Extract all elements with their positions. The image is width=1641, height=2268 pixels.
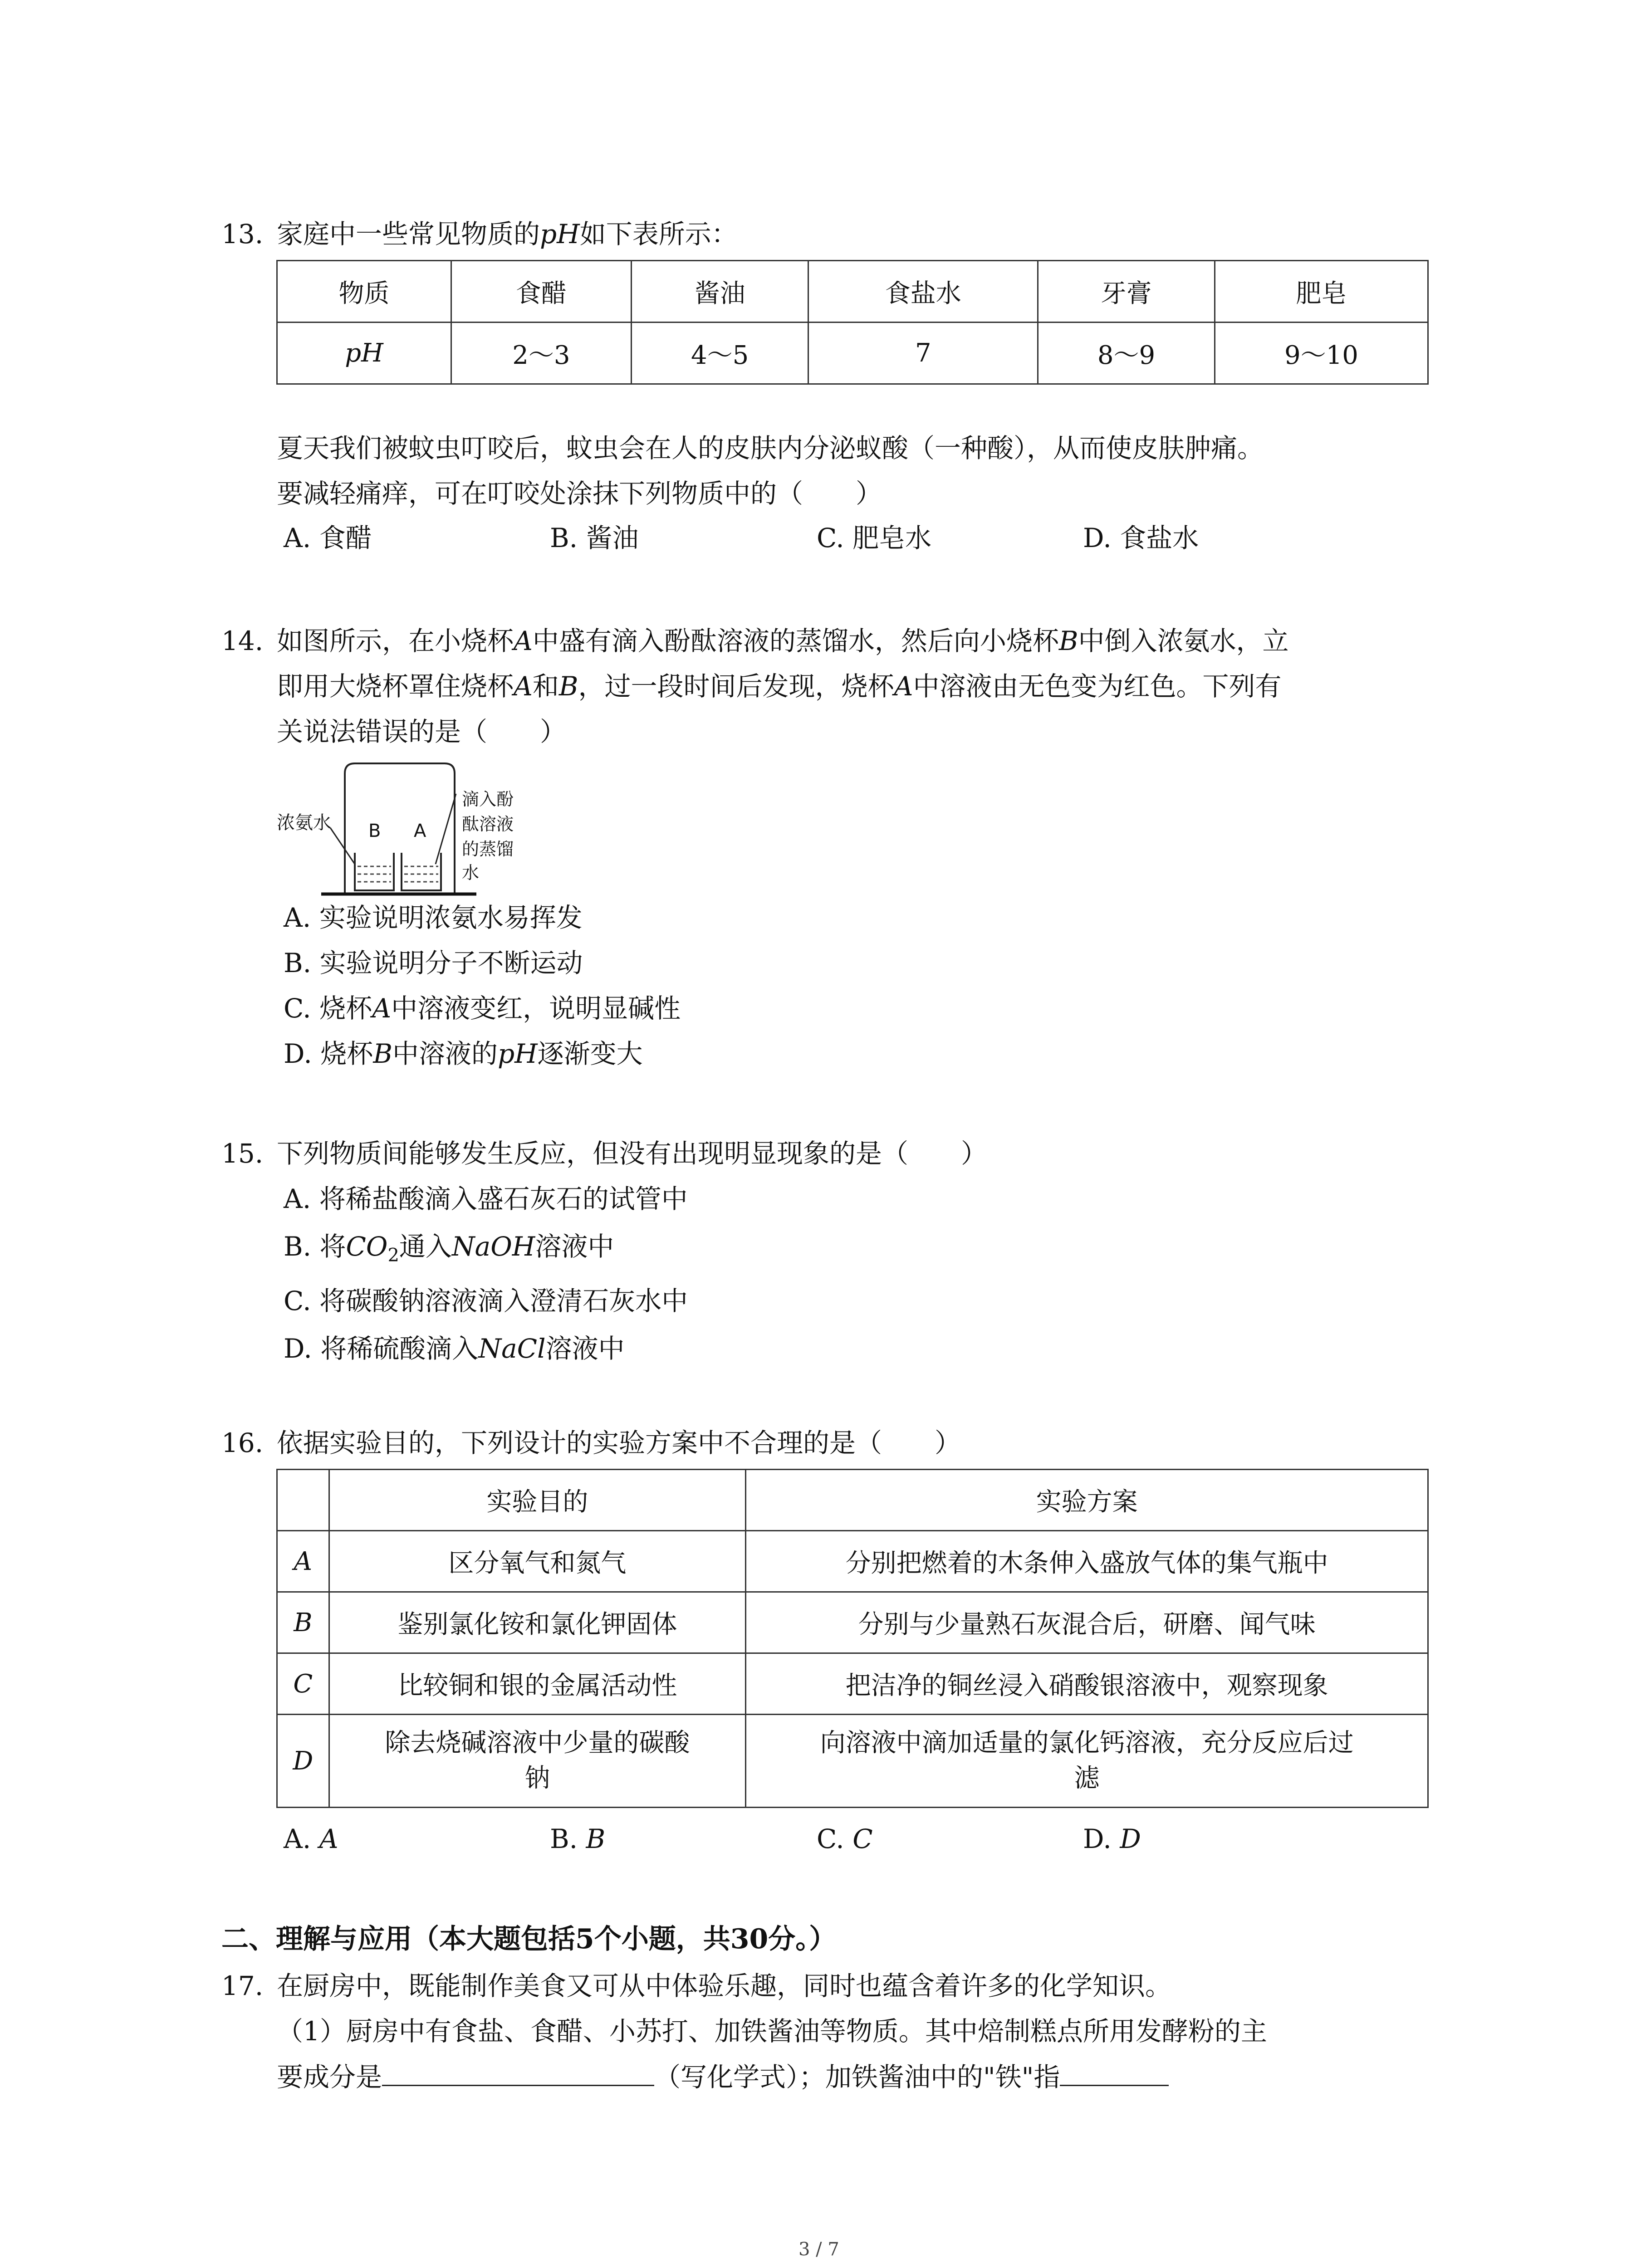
q13-stem: 家庭中一些常见物质的pH如下表所示： bbox=[277, 219, 738, 249]
table-row bbox=[277, 1653, 1428, 1715]
q14-beaker-diagram bbox=[277, 755, 531, 900]
q17-sub1-line-2: 要成分是 （写化学式）；加铁酱油中的"铁"指 bbox=[277, 2059, 1169, 2094]
table-cell: 实验目的 bbox=[329, 1470, 746, 1531]
table-cell: 肥皂 bbox=[1215, 261, 1428, 323]
q14-stem-line-3: 关说法错误的是（ ） bbox=[277, 716, 567, 747]
q14-option-d: D. 烧杯B中溶液的pH逐渐变大 bbox=[284, 1038, 643, 1069]
q17-number: 17. bbox=[221, 1970, 264, 2001]
page-number: 3 / 7 bbox=[798, 2239, 839, 2260]
q15-stem: 下列物质间能够发生反应，但没有出现明显现象的是（ ） bbox=[277, 1138, 988, 1169]
table-cell: C bbox=[277, 1653, 329, 1715]
table-cell bbox=[277, 1470, 329, 1531]
table-cell: pH bbox=[277, 323, 451, 384]
answer-blank-1[interactable] bbox=[382, 2059, 654, 2086]
q16-option-b: B. B bbox=[550, 1823, 606, 1854]
q14-stem-line-1: 如图所示，在小烧杯A中盛有滴入酚酞溶液的蒸馏水，然后向小烧杯B中倒入浓氨水，立 bbox=[277, 626, 1289, 656]
q15-option-c: C. 将碳酸钠溶液滴入澄清石灰水中 bbox=[284, 1286, 688, 1316]
label-phenolphthalein-1: 滴入酚 bbox=[462, 789, 514, 809]
q13-ph-table bbox=[276, 260, 1429, 385]
q15-option-b: B. 将$CO_2$通入NaOH溶液中 bbox=[284, 1231, 614, 1266]
label-phenolphthalein-4: 水 bbox=[462, 863, 480, 883]
q16-stem: 依据实验目的，下列设计的实验方案中不合理的是（ ） bbox=[277, 1427, 961, 1458]
table-cell: 把洁净的铜丝浸入硝酸银溶液中，观察现象 bbox=[746, 1653, 1428, 1715]
table-cell: 分别把燃着的木条伸入盛放气体的集气瓶中 bbox=[746, 1531, 1428, 1592]
table-cell: B bbox=[277, 1592, 329, 1653]
q17-sub1-line-1: （1）厨房中有食盐、食醋、小苏打、加铁酱油等物质。其中焙制糕点所用发酵粉的主 bbox=[277, 2016, 1267, 2047]
table-cell: 鉴别氯化铵和氯化钾固体 bbox=[329, 1592, 746, 1653]
table-cell: 除去烧碱溶液中少量的碳酸 钠 bbox=[329, 1715, 746, 1808]
q15-number: 15. bbox=[221, 1138, 264, 1169]
section-2-title: 二、理解与应用（本大题包括5个小题，共30分。） bbox=[221, 1923, 837, 1955]
table-cell: 区分氧气和氮气 bbox=[329, 1531, 746, 1592]
label-phenolphthalein-2: 酞溶液 bbox=[462, 814, 514, 834]
q14-number: 14. bbox=[221, 626, 264, 656]
q13-text-2: 要减轻痛痒，可在叮咬处涂抹下列物质中的（ ） bbox=[277, 478, 882, 509]
q16-experiment-table bbox=[276, 1469, 1429, 1808]
table-cell: 物质 bbox=[277, 261, 451, 323]
table-cell: 7 bbox=[808, 323, 1038, 384]
q17-stem: 在厨房中，既能制作美食又可从中体验乐趣，同时也蕴含着许多的化学知识。 bbox=[277, 1970, 1172, 2001]
q13-table-header-row bbox=[277, 261, 1428, 323]
table-cell: 向溶液中滴加适量的氯化钙溶液，充分反应后过 滤 bbox=[746, 1715, 1428, 1808]
q14-option-c: C. 烧杯A中溶液变红，说明显碱性 bbox=[284, 993, 681, 1024]
label-beaker-a: A bbox=[414, 821, 426, 841]
beaker-a-liquid bbox=[404, 866, 438, 882]
table-cell: 牙膏 bbox=[1038, 261, 1215, 323]
q13-option-c: C. 肥皂水 bbox=[817, 523, 932, 553]
q14-stem-line-2: 即用大烧杯罩住烧杯A和B，过一段时间后发现，烧杯A中溶液由无色变为红色。下列有 bbox=[277, 671, 1282, 702]
table-cell: D bbox=[277, 1715, 329, 1808]
table-cell: 2～3 bbox=[451, 323, 632, 384]
q13-option-a: A. 食醋 bbox=[284, 523, 372, 553]
q14-option-b: B. 实验说明分子不断运动 bbox=[284, 948, 583, 978]
q13-option-d: D. 食盐水 bbox=[1083, 523, 1199, 553]
table-row bbox=[277, 1531, 1428, 1592]
small-beaker-a-shape bbox=[402, 853, 441, 890]
q16-option-a: A. A bbox=[284, 1823, 338, 1854]
table-cell: 4～5 bbox=[631, 323, 808, 384]
table-cell: 8～9 bbox=[1038, 323, 1215, 384]
table-cell: 食盐水 bbox=[808, 261, 1038, 323]
label-phenolphthalein-3: 的蒸馏 bbox=[462, 839, 514, 859]
q13-table-ph-row bbox=[277, 323, 1428, 384]
q13-number: 13. bbox=[221, 219, 264, 249]
table-cell: 酱油 bbox=[631, 261, 808, 323]
q16-option-c: C. C bbox=[817, 1823, 873, 1854]
table-cell: 9～10 bbox=[1215, 323, 1428, 384]
table-row bbox=[277, 1715, 1428, 1808]
beaker-b-liquid bbox=[358, 866, 391, 882]
answer-blank-2[interactable] bbox=[1060, 2059, 1169, 2086]
q16-table-header-row bbox=[277, 1470, 1428, 1531]
table-cell: 实验方案 bbox=[746, 1470, 1428, 1531]
q13-text-1: 夏天我们被蚊虫叮咬后，蚊虫会在人的皮肤内分泌蚁酸（一种酸），从而使皮肤肿痛。 bbox=[277, 433, 1264, 464]
q16-number: 16. bbox=[221, 1427, 264, 1458]
small-beaker-b-shape bbox=[355, 853, 394, 890]
label-ammonia: 浓氨水 bbox=[277, 812, 331, 833]
q16-option-d: D. D bbox=[1083, 1823, 1141, 1854]
leader-line-left bbox=[330, 828, 355, 864]
q14-option-a: A. 实验说明浓氨水易挥发 bbox=[284, 902, 583, 933]
table-cell: 分别与少量熟石灰混合后，研磨、闻气味 bbox=[746, 1592, 1428, 1653]
table-cell: A bbox=[277, 1531, 329, 1592]
label-beaker-b: B bbox=[368, 821, 381, 841]
q13-option-b: B. 酱油 bbox=[550, 523, 639, 553]
table-cell: 比较铜和银的金属活动性 bbox=[329, 1653, 746, 1715]
q15-option-d: D. 将稀硫酸滴入NaCl溶液中 bbox=[284, 1333, 625, 1364]
leader-line-right bbox=[436, 794, 456, 864]
table-row bbox=[277, 1592, 1428, 1653]
table-cell: 食醋 bbox=[451, 261, 632, 323]
q15-option-a: A. 将稀盐酸滴入盛石灰石的试管中 bbox=[284, 1183, 688, 1214]
